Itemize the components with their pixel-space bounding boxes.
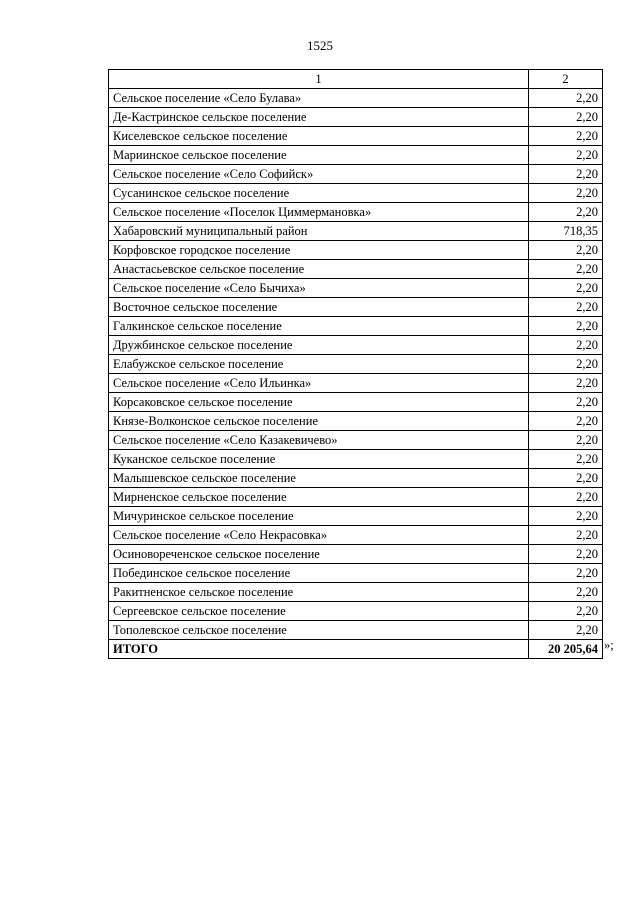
- settlement-name-cell: Тополевское сельское поселение: [109, 621, 529, 640]
- settlement-name-cell: Сельское поселение «Село Булава»: [109, 89, 529, 108]
- table-row: [109, 431, 603, 450]
- table-row: [109, 621, 603, 640]
- column-header-2: 2: [529, 70, 603, 89]
- table-row: [109, 298, 603, 317]
- amount-cell: 2,20: [529, 621, 603, 640]
- amount-cell: 2,20: [529, 488, 603, 507]
- settlement-name-cell: Сельское поселение «Село Софийск»: [109, 165, 529, 184]
- table-row: [109, 450, 603, 469]
- table-row: [109, 412, 603, 431]
- table-row: [109, 108, 603, 127]
- table-row: [109, 184, 603, 203]
- settlement-name-cell: Сельское поселение «Село Бычиха»: [109, 279, 529, 298]
- settlement-name-cell: Сельское поселение «Поселок Циммермановка»: [109, 203, 529, 222]
- settlement-name-cell: Сусанинское сельское поселение: [109, 184, 529, 203]
- amount-cell: 2,20: [529, 127, 603, 146]
- total-label: ИТОГО: [109, 640, 529, 659]
- table-row: [109, 583, 603, 602]
- amount-cell: 2,20: [529, 184, 603, 203]
- amount-cell: 2,20: [529, 469, 603, 488]
- table-row: [109, 241, 603, 260]
- table-row: [109, 355, 603, 374]
- amount-cell: 2,20: [529, 450, 603, 469]
- amount-cell: 2,20: [529, 564, 603, 583]
- amount-cell: 2,20: [529, 336, 603, 355]
- amount-cell: 2,20: [529, 583, 603, 602]
- settlement-name-cell: Галкинское сельское поселение: [109, 317, 529, 336]
- amount-cell: 2,20: [529, 298, 603, 317]
- amount-cell: 2,20: [529, 146, 603, 165]
- table-row: [109, 526, 603, 545]
- settlement-name-cell: Князе-Волконское сельское поселение: [109, 412, 529, 431]
- total-row: [109, 640, 603, 659]
- amount-cell: 2,20: [529, 602, 603, 621]
- table-row: [109, 203, 603, 222]
- amount-cell: 2,20: [529, 526, 603, 545]
- table-row: [109, 564, 603, 583]
- table-row: [109, 545, 603, 564]
- settlement-name-cell: Елабужское сельское поселение: [109, 355, 529, 374]
- settlement-name-cell: Дружбинское сельское поселение: [109, 336, 529, 355]
- table-row: [109, 393, 603, 412]
- allocation-table: [108, 69, 603, 659]
- amount-cell: 2,20: [529, 203, 603, 222]
- settlement-name-cell: Мирненское сельское поселение: [109, 488, 529, 507]
- amount-cell: 2,20: [529, 317, 603, 336]
- amount-cell: 2,20: [529, 393, 603, 412]
- amount-cell: 2,20: [529, 412, 603, 431]
- page-number: 1525: [307, 38, 333, 53]
- amount-cell: 2,20: [529, 507, 603, 526]
- table-row: [109, 127, 603, 146]
- settlement-name-cell: Осиновореченское сельское поселение: [109, 545, 529, 564]
- settlement-name-cell: Де-Кастринское сельское поселение: [109, 108, 529, 127]
- settlement-name-cell: Киселевское сельское поселение: [109, 127, 529, 146]
- total-value: 20 205,64: [529, 640, 603, 659]
- settlement-name-cell: Корфовское городское поселение: [109, 241, 529, 260]
- amount-cell: 2,20: [529, 431, 603, 450]
- amount-cell: 2,20: [529, 241, 603, 260]
- settlement-name-cell: Малышевское сельское поселение: [109, 469, 529, 488]
- amount-cell: 2,20: [529, 374, 603, 393]
- settlement-name-cell: Ракитненское сельское поселение: [109, 583, 529, 602]
- table-body: [109, 89, 603, 640]
- amount-cell: 2,20: [529, 545, 603, 564]
- table-row: [109, 146, 603, 165]
- table-row: [109, 336, 603, 355]
- table-row: [109, 488, 603, 507]
- settlement-name-cell: Сельское поселение «Село Казакевичево»: [109, 431, 529, 450]
- amount-cell: 2,20: [529, 89, 603, 108]
- amount-cell: 2,20: [529, 108, 603, 127]
- amount-cell: 2,20: [529, 355, 603, 374]
- settlement-name-cell: Сергеевское сельское поселение: [109, 602, 529, 621]
- settlement-name-cell: Мариинское сельское поселение: [109, 146, 529, 165]
- settlement-name-cell: Мичуринское сельское поселение: [109, 507, 529, 526]
- settlement-name-cell: Анастасьевское сельское поселение: [109, 260, 529, 279]
- settlement-name-cell: Куканское сельское поселение: [109, 450, 529, 469]
- settlement-name-cell: Побединское сельское поселение: [109, 564, 529, 583]
- amount-cell: 2,20: [529, 165, 603, 184]
- settlement-name-cell: Восточное сельское поселение: [109, 298, 529, 317]
- settlement-name-cell: Сельское поселение «Село Ильинка»: [109, 374, 529, 393]
- table-row: [109, 222, 603, 241]
- amount-cell: 2,20: [529, 260, 603, 279]
- closing-quote-mark: »;: [604, 638, 614, 652]
- settlement-name-cell: Корсаковское сельское поселение: [109, 393, 529, 412]
- table-row: [109, 469, 603, 488]
- table-header-row: [109, 70, 603, 89]
- table-row: [109, 602, 603, 621]
- table-row: [109, 507, 603, 526]
- table-row: [109, 260, 603, 279]
- table-row: [109, 374, 603, 393]
- table-row: [109, 165, 603, 184]
- table-row: [109, 89, 603, 108]
- table-row: [109, 317, 603, 336]
- settlement-name-cell: Сельское поселение «Село Некрасовка»: [109, 526, 529, 545]
- settlement-name-cell: Хабаровский муниципальный район: [109, 222, 529, 241]
- amount-cell: 2,20: [529, 279, 603, 298]
- table-row: [109, 279, 603, 298]
- column-header-1: 1: [109, 70, 529, 89]
- amount-cell: 718,35: [529, 222, 603, 241]
